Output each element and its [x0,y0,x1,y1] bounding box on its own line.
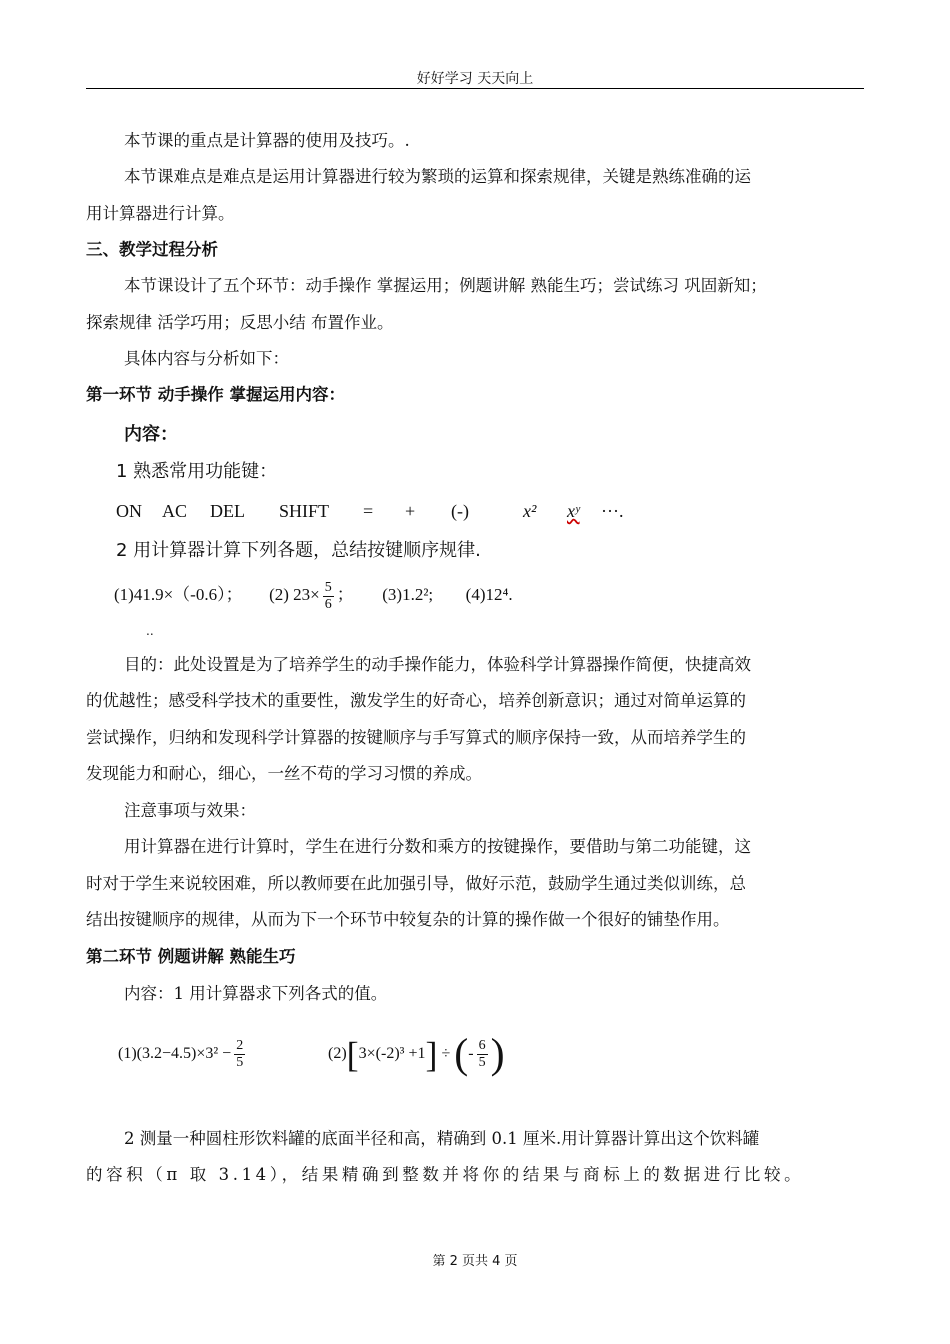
paragraph-key-points: 本节课的重点是计算器的使用及技巧。. [124,131,410,150]
purpose-line2: 的优越性；感受科学技术的重要性，激发学生的好奇心，培养创新意识；通过对简单运算的 [86,691,746,710]
question-2-line1: 2 测量一种圆柱形饮料罐的底面半径和高，精确到 0.1 厘米.用计算器计算出这个饮料罐 [124,1129,760,1148]
fraction-denominator: 5 [236,1054,244,1070]
key-x-power-y: xʸ [567,501,580,521]
fraction-numerator: 2 [236,1037,244,1053]
exercise-1: (1)41.9×（-0.6）； [114,585,243,604]
key-ac: AC [162,501,188,521]
notes-line3: 结出按键顺序的规律，从而为下一个环节中较复杂的计算的操作做一个很好的铺垫作用。 [86,910,730,929]
key-del: DEL [210,501,245,521]
purpose-line1: 目的：此处设置是为了培养学生的动手操作能力，体验科学计算器操作简便，快捷高效 [124,655,751,674]
purpose-line3: 尝试操作，归纳和发现科学计算器的按键顺序与手写算式的顺序保持一致，从而培养学生的 [86,728,746,747]
exercise-4: (4)12⁴. [465,585,513,604]
notes-line1: 用计算器在进行计算时，学生在进行分数和乘方的按键操作，要借助与第二功能键，这 [124,837,751,856]
header-rule [86,88,864,89]
key-list [116,500,623,522]
left-paren: ( [454,1031,469,1078]
purpose-line4: 发现能力和耐心，细心，一丝不苟的学习习惯的养成。 [86,764,482,783]
fraction-denominator: 6 [324,596,332,612]
page-header: 好好学习 天天向上 [416,71,534,87]
example-1-fraction [234,1038,245,1071]
key-shift: SHIFT [279,501,330,521]
left-bracket: [ [346,1034,359,1075]
example-1-expression: (1)(3.2−4.5)×3² − [118,1045,232,1062]
item-calc-exercises: 2 用计算器计算下列各题，总结按键顺序规律. [116,540,481,561]
exercise-2-prefix: (2) 23× [269,585,320,604]
right-bracket: ] [425,1034,438,1075]
key-ellipsis: ···. [601,501,624,521]
fraction-numerator: 5 [324,579,332,595]
example-1 [118,1026,248,1082]
negative-sign: - [468,1045,474,1062]
section-1-heading: 第一环节 动手操作 掌握运用内容： [86,385,345,404]
paragraph-design-line1: 本节课设计了五个环节：动手操作 掌握运用；例题讲解 熟能生巧；尝试练习 巩固新知； [124,276,767,295]
exercise-2-fraction [323,580,334,613]
exercise-3: (3)1.2²; [382,585,434,604]
fraction-numerator: 6 [478,1037,486,1053]
notes-line2: 时对于学生来说较困难，所以教师要在此加强引导，做好示范，鼓励学生通过类似训练，总 [86,874,746,893]
divide-sign: ÷ [441,1045,451,1062]
content-label: 内容： [124,424,178,445]
page-footer: 第 2 页共 4 页 [432,1254,518,1269]
exercise-2-suffix: ； [336,585,354,604]
paragraph-design-line2: 探索规律 活学巧用；反思小结 布置作业。 [86,313,394,332]
question-2-line2: 的容积（π 取 3.14），结果精确到整数并将你的结果与商标上的数据进行比较。 [86,1165,805,1184]
notes-label: 注意事项与效果： [124,801,256,820]
paragraph-difficulty-line1: 本节课难点是难点是运用计算器进行较为繁琐的运算和探索规律，关键是熟练准确的运 [124,167,751,186]
paragraph-difficulty-line2: 用计算器进行计算。 [86,204,235,223]
paragraph-analysis-intro: 具体内容与分析如下： [124,349,289,368]
key-plus: + [405,501,416,521]
key-negative: (-) [451,501,469,521]
section-heading-3: 三、教学过程分析 [86,240,218,259]
exercise-list [114,578,513,613]
fraction-denominator: 5 [478,1054,486,1070]
example-2-inner: 3×(-2)³ +1 [358,1045,426,1062]
example-2-fraction [477,1038,488,1071]
key-x-squared: x² [523,501,537,521]
key-on: ON [116,501,142,521]
item-function-keys: 1 熟悉常用功能键： [116,461,278,482]
example-2 [328,1026,505,1082]
right-paren: ) [490,1031,505,1078]
key-equals: = [363,501,374,521]
section-2-heading: 第二环节 例题讲解 熟能生巧 [86,947,296,966]
stray-dots: .. [146,624,154,638]
example-2-label: (2) [328,1045,347,1062]
section-2-content: 内容：1 用计算器求下列各式的值。 [124,984,388,1003]
